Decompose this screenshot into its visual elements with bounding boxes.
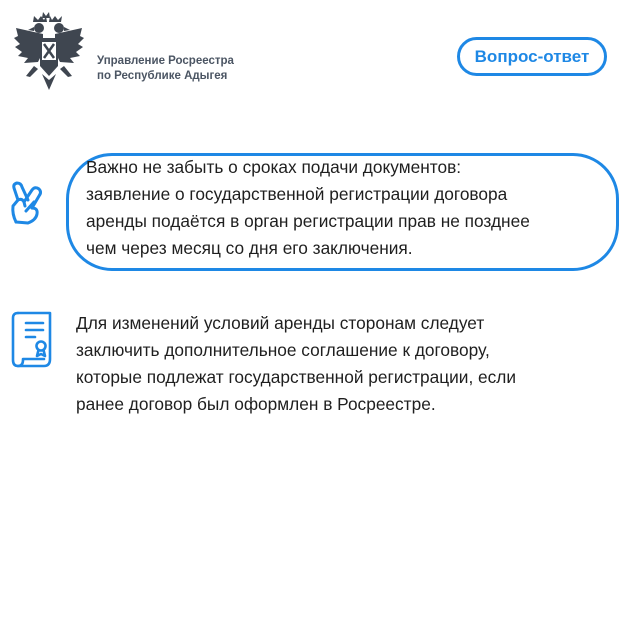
amendment-info-line-1: Для изменений условий аренды сторонам следует [76, 313, 485, 333]
organization-name-line-2: по Республике Адыгея [97, 70, 228, 82]
amendment-info-line-2: заключить дополнительное соглашение к договору, [76, 340, 490, 360]
header [8, 12, 632, 102]
amendment-info-text [76, 310, 516, 418]
amendment-info-line-3: которые подлежат государственной регистрации, если [76, 367, 517, 387]
organization-name-line-1: Управление Росреестра [97, 55, 234, 67]
deadline-tip-line-4: чем через месяц со дня его заключения. [86, 238, 413, 258]
deadline-tip-line-2: заявление о государственной регистрации договора [86, 184, 508, 204]
organization-name [97, 54, 234, 84]
deadline-tip-line-3: аренды подаётся в орган регистрации прав не позднее [86, 211, 530, 231]
amendment-info-line-4: ранее договор был оформлен в Росреестре. [76, 394, 436, 414]
double-headed-eagle-logo-icon [12, 12, 86, 94]
deadline-tip-text [86, 154, 530, 262]
amendment-info-block [8, 305, 632, 415]
deadline-tip-block [8, 150, 632, 274]
deadline-tip-line-1: Важно не забыть о сроках подачи документов: [86, 157, 462, 177]
document-certificate-icon [10, 309, 56, 371]
qa-badge: Вопрос-ответ [457, 37, 607, 76]
crossed-fingers-icon [8, 178, 48, 228]
